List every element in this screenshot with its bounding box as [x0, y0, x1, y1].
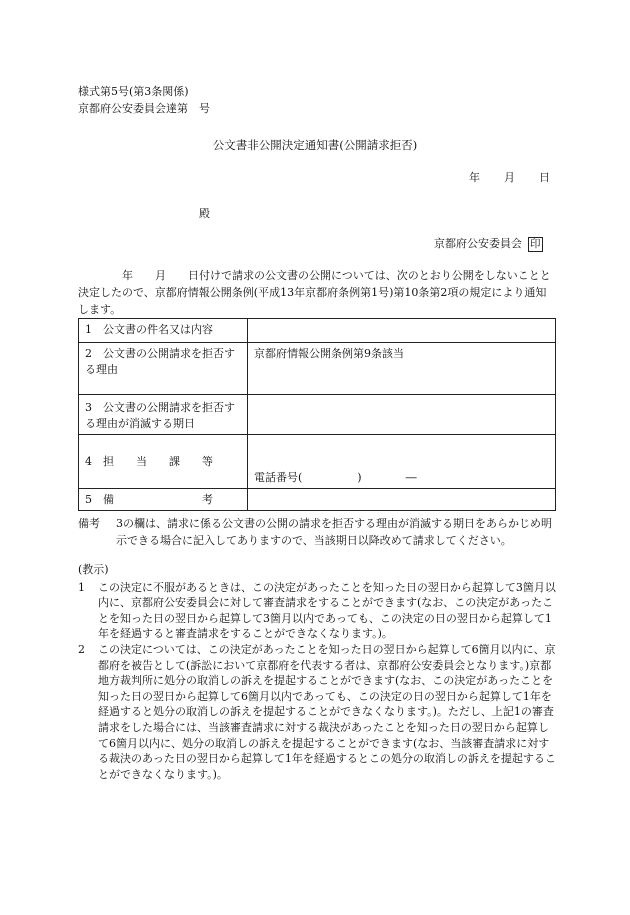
row-label: 2 公文書の公開請求を拒否する理由	[79, 343, 248, 395]
row-value: 京都府情報公開条例第9条該当	[248, 343, 556, 395]
row-label: 1 公文書の件名又は内容	[79, 319, 248, 343]
instruction-number: 2	[78, 642, 85, 656]
row-value	[248, 435, 556, 489]
form-number: 様式第5号(第3条関係)	[78, 85, 189, 98]
row-label: 3 公文書の公開請求を拒否する理由が消滅する期日	[79, 395, 248, 435]
seal-mark: 印	[530, 238, 541, 250]
row-label: 5 備 考	[79, 489, 248, 511]
instruction-text: この決定に不服があるときは、この決定があったことを知った日の翌日から起算して3箇月以内に、京都府公安委員会に対して審査請求をすることができます(なお、この決定があったことを知った日の翌日から起算して3箇月以内であっても、この決定の日の翌日から起算して1年を経過すると審査請求をすることができなくなります。)。	[98, 580, 556, 641]
phone-number-field: 電話番号( ) ―	[254, 471, 417, 484]
decision-table	[78, 318, 556, 511]
issuer-block	[434, 236, 543, 252]
issue-date	[469, 170, 550, 186]
instruction-item	[78, 642, 556, 782]
table-row	[79, 395, 556, 435]
instructions-block	[78, 562, 556, 782]
table-row	[79, 435, 556, 489]
date-month: 月	[504, 171, 515, 184]
intro-paragraph: 年 月 日付けで請求の公文書の公開については、次のとおり公開をしないことと決定したので、京都府情報公開条例(平成13年京都府条例第1号)第10条第2項の規定により通知します。	[78, 269, 551, 316]
instruction-text: この決定については、この決定があったことを知った日の翌日から起算して6箇月以内に、京都府を被告として(訴訟において京都府を代表する者は、京都府公安委員会となります。)京都地方裁判所に処分の取消しの訴えを提起することができます(なお、この決定があったことを知った日の翌日から起算して6箇月以内であっても、この決定の日の翌日から起算して1年を経過すると処分の取消しの訴えを提起することができなくなります。)。ただし、上記1の審査請求をした場合には、当該審査請求に対する裁決があったことを知った日の翌日から起算して6箇月以内に、処分の取消しの訴えを提起することができます(なお、当該審査請求に対する裁決のあった日の翌日から起算して1年を経過するとこの処分の取消しの訴えを提起することができなくなります。)。	[98, 642, 556, 781]
row-value	[248, 395, 556, 435]
table-row	[79, 319, 556, 343]
table-row	[79, 343, 556, 395]
row-value	[248, 319, 556, 343]
instruction-item	[78, 580, 556, 642]
document-title: 公文書非公開決定通知書(公開請求拒否)	[212, 138, 418, 152]
row-label: 4 担 当 課 等	[79, 435, 248, 489]
note-text: 3の欄は、請求に係る公文書の公開の請求を拒否する理由が消滅する期日をあらかじめ明示できる場合に記入してありますので、当該期日以降改めて請求してください。	[116, 517, 552, 547]
date-year: 年	[469, 171, 480, 184]
instructions-title: (教示)	[78, 563, 109, 576]
date-day: 日	[539, 171, 550, 184]
table-row	[79, 489, 556, 511]
instruction-number: 1	[78, 580, 85, 594]
note-block	[78, 515, 556, 549]
addressee: 殿	[199, 207, 210, 220]
note-head: 備考	[78, 517, 100, 530]
issuer-name: 京都府公安委員会	[434, 237, 522, 250]
row-value	[248, 489, 556, 511]
document-number: 京都府公安委員会達第 号	[78, 102, 210, 115]
